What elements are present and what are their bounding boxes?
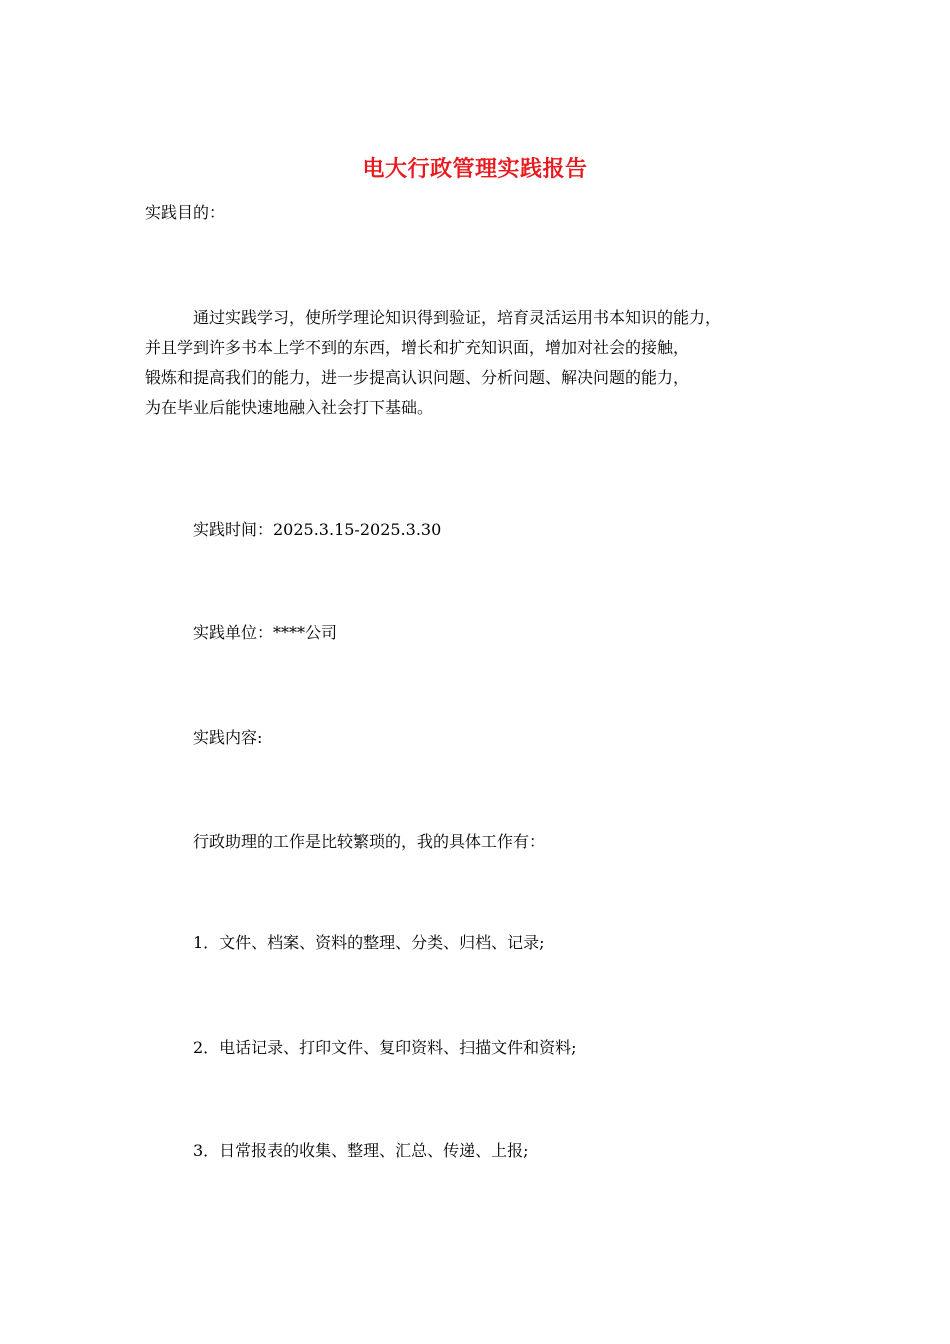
purpose-line: 为在毕业后能快速地融入社会打下基础。 [145, 398, 434, 417]
work-item: 2．电话记录、打印文件、复印资料、扫描文件和资料; [193, 1038, 577, 1057]
purpose-line: 并且学到许多书本上学不到的东西，增长和扩充知识面，增加对社会的接触， [145, 338, 690, 357]
practice-time: 实践时间：2025.3.15-2025.3.30 [193, 520, 442, 539]
work-item: 3．日常报表的收集、整理、汇总、传递、上报; [193, 1141, 529, 1160]
purpose-label: 实践目的： [145, 203, 226, 222]
practice-content-label: 实践内容: [193, 728, 263, 747]
purpose-line: 通过实践学习，使所学理论知识得到验证，培育灵活运用书本知识的能力， [193, 308, 722, 327]
purpose-paragraph [145, 303, 845, 423]
practice-unit: 实践单位：****公司 [193, 623, 338, 642]
document-title: 电大行政管理实践报告 [362, 156, 588, 182]
work-intro: 行政助理的工作是比较繁琐的，我的具体工作有： [193, 832, 546, 851]
work-item: 1．文件、档案、资料的整理、分类、归档、记录; [193, 933, 545, 952]
purpose-line: 锻炼和提高我们的能力，进一步提高认识问题、分析问题、解决问题的能力， [145, 368, 690, 387]
